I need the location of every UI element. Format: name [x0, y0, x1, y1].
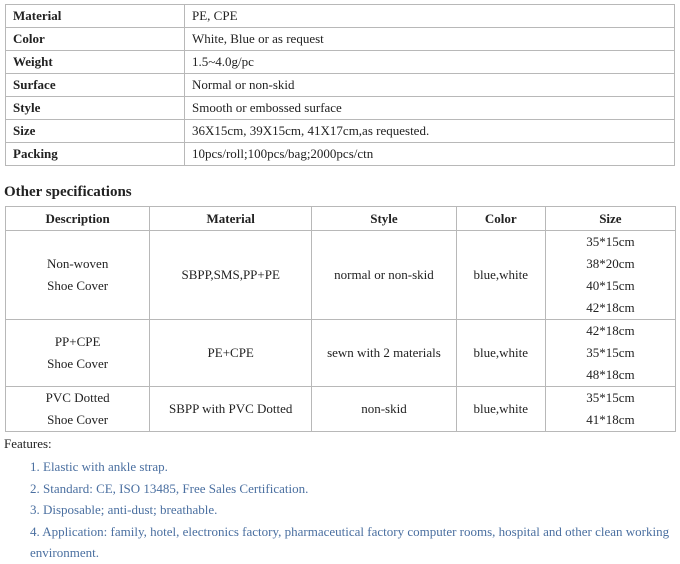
cell-size [545, 387, 675, 432]
spec-row [6, 5, 675, 28]
spec-key: Style [6, 97, 185, 120]
cell-material: SBPP,SMS,PP+PE [150, 231, 312, 320]
table-row [6, 231, 676, 320]
cell-style: normal or non-skid [312, 231, 457, 320]
cell-description [6, 231, 150, 320]
table-header-row [6, 207, 676, 231]
spec-key: Size [6, 120, 185, 143]
size-value: 41*18cm [586, 412, 635, 427]
size-value: 40*15cm [586, 278, 635, 293]
features-list [4, 456, 676, 564]
cell-material: PE+CPE [150, 320, 312, 387]
cell-description [6, 387, 150, 432]
feature-item: 4. Application: family, hotel, electronics factory, pharmaceutical factory computer rooms, hospital and other clean working environment. [30, 523, 670, 560]
description-line: Shoe Cover [47, 356, 109, 371]
size-value: 38*20cm [586, 256, 635, 271]
spec-key: Weight [6, 51, 185, 74]
description-line: Non-woven [46, 256, 109, 271]
spec-key: Packing [6, 143, 185, 166]
spec-row [6, 28, 675, 51]
description-line: Shoe Cover [47, 278, 109, 293]
description-line: PVC Dotted [45, 390, 110, 405]
spec-row [6, 74, 675, 97]
spec-key: Color [6, 28, 185, 51]
size-value: 48*18cm [586, 367, 635, 382]
size-value: 35*15cm [586, 345, 635, 360]
spec-value: 10pcs/roll;100pcs/bag;2000pcs/ctn [185, 143, 675, 166]
features-section [4, 434, 676, 564]
cell-color: blue,white [456, 320, 545, 387]
cell-style: non-skid [312, 387, 457, 432]
spec-row [6, 143, 675, 166]
spec-row [6, 120, 675, 143]
cell-description [6, 320, 150, 387]
size-value: 42*18cm [586, 323, 635, 338]
spec-key: Material [6, 5, 185, 28]
description-line: PP+CPE [54, 334, 101, 349]
spec-value: PE, CPE [185, 5, 675, 28]
header-color: Color [456, 207, 545, 231]
features-title: Features: [4, 436, 52, 451]
feature-item: 1. Elastic with ankle strap. [30, 459, 168, 474]
spec-value: 36X15cm, 39X15cm, 41X17cm,as requested. [185, 120, 675, 143]
spec-value: Smooth or embossed surface [185, 97, 675, 120]
description-line: Shoe Cover [47, 412, 109, 427]
cell-color: blue,white [456, 387, 545, 432]
spec-value: White, Blue or as request [185, 28, 675, 51]
table-row [6, 320, 676, 387]
spec-key: Surface [6, 74, 185, 97]
cell-size [545, 231, 675, 320]
header-material: Material [150, 207, 312, 231]
table-row [6, 387, 676, 432]
cell-size [545, 320, 675, 387]
cell-color: blue,white [456, 231, 545, 320]
size-value: 35*15cm [586, 390, 635, 405]
feature-item: 2. Standard: CE, ISO 13485, Free Sales Certification. [30, 480, 309, 496]
size-value: 35*15cm [586, 234, 635, 249]
cell-style: sewn with 2 materials [312, 320, 457, 387]
header-size: Size [545, 207, 675, 231]
header-description: Description [6, 207, 150, 231]
spec-row [6, 97, 675, 120]
header-style: Style [312, 207, 457, 231]
size-value: 42*18cm [586, 300, 635, 315]
spec-row [6, 51, 675, 74]
specification-table [5, 4, 675, 166]
spec-value: 1.5~4.0g/pc [185, 51, 675, 74]
other-specifications-table [5, 206, 676, 432]
feature-item: 3. Disposable; anti-dust; breathable. [30, 502, 218, 517]
spec-value: Normal or non-skid [185, 74, 675, 97]
other-specifications-title: Other specifications [4, 184, 132, 200]
cell-material: SBPP with PVC Dotted [150, 387, 312, 432]
